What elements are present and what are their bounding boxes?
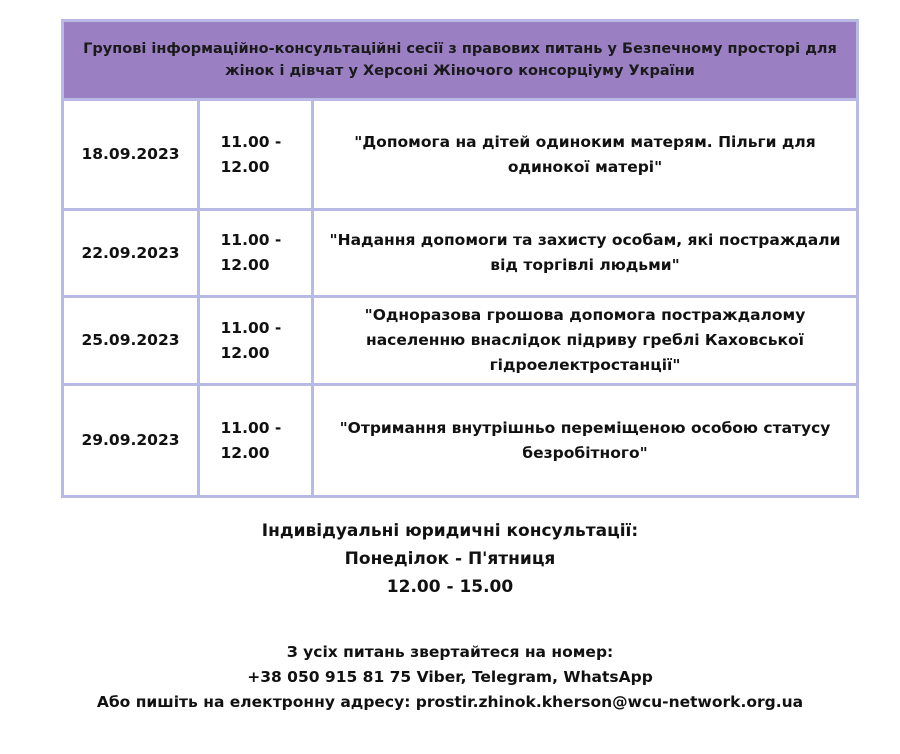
session-time-text: 11.00 - 12.00 bbox=[220, 231, 282, 274]
contact-info bbox=[0, 640, 900, 715]
session-date: 25.09.2023 bbox=[63, 297, 199, 385]
contact-email: Або пишіть на електронну адресу: prostir.zhinok.kherson@wcu-network.org.ua bbox=[96, 693, 804, 711]
session-time bbox=[199, 297, 313, 385]
table-row bbox=[63, 100, 858, 210]
session-time-text: 11.00 - 12.00 bbox=[220, 418, 282, 462]
table-row bbox=[63, 385, 858, 497]
table-row bbox=[63, 210, 858, 297]
session-topic bbox=[313, 385, 858, 497]
session-time bbox=[199, 385, 313, 497]
session-time bbox=[199, 210, 313, 297]
session-time-text: 11.00 - 12.00 bbox=[220, 132, 282, 176]
session-date: 22.09.2023 bbox=[63, 210, 199, 297]
session-time-text: 11.00 - 12.00 bbox=[220, 318, 282, 362]
session-topic bbox=[313, 100, 858, 210]
session-topic bbox=[313, 297, 858, 385]
session-date: 29.09.2023 bbox=[63, 385, 199, 497]
table-title: Групові інформаційно-консультаційні сесії з правових питань у Безпечному просторі для жінок і дівчат у Херсоні Жіночого консорціуму України bbox=[63, 21, 858, 100]
session-topic-text: "Отримання внутрішньо переміщеною особою статусу безробітного" bbox=[339, 418, 831, 462]
table-row bbox=[63, 297, 858, 385]
individual-days: Понеділок - П'ятниця bbox=[344, 549, 556, 569]
individual-title: Індивідуальні юридичні консультації: bbox=[261, 521, 639, 541]
individual-consultations bbox=[0, 517, 900, 601]
individual-hours: 12.00 - 15.00 bbox=[386, 577, 514, 597]
session-time bbox=[199, 100, 313, 210]
table-header-row bbox=[63, 21, 858, 100]
session-date: 18.09.2023 bbox=[63, 100, 199, 210]
session-topic bbox=[313, 210, 858, 297]
session-topic-text: "Надання допомоги та захисту особам, які постраждали від торгівлі людьми" bbox=[329, 231, 841, 274]
contact-phone: +38 050 915 81 75 Viber, Telegram, WhatsApp bbox=[247, 668, 653, 686]
contact-intro: З усіх питань звертайтеся на номер: bbox=[286, 643, 614, 661]
session-topic-text: "Одноразова грошова допомога постраждалому населенню внаслідок підриву греблі Каховської гідроелектростанції" bbox=[364, 306, 806, 374]
sessions-table bbox=[61, 19, 859, 498]
session-topic-text: "Допомога на дітей одиноким матерям. Пільги для одинокої матері" bbox=[354, 132, 816, 176]
